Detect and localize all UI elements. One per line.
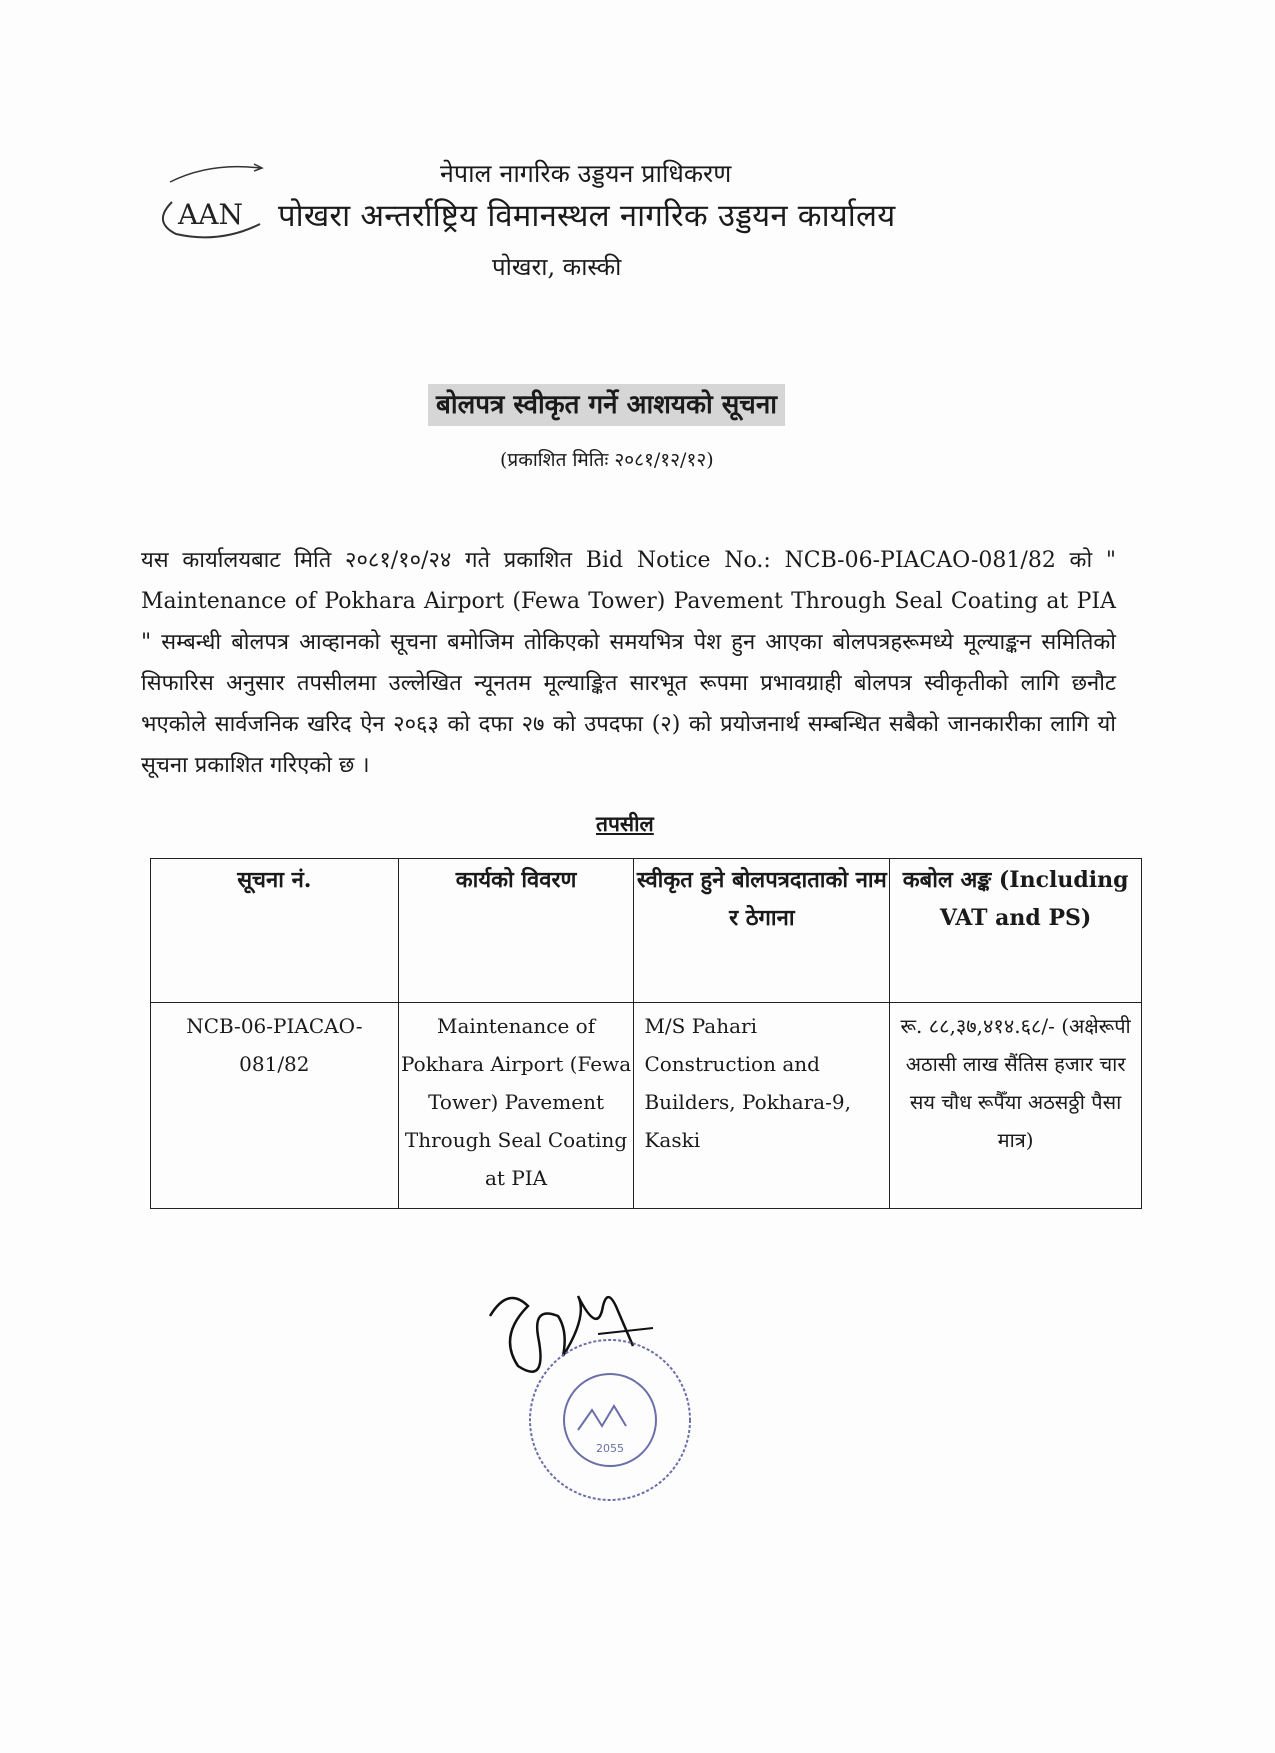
published-date: (प्रकाशित मितिः २०८१/१२/१२) — [500, 449, 714, 471]
col-notice-no: सूचना नं. — [151, 859, 399, 1003]
svg-text:2055: 2055 — [596, 1442, 624, 1455]
svg-text:AAN: AAN — [178, 198, 243, 231]
col-description: कार्यको विवरण — [398, 859, 634, 1003]
notice-body: यस कार्यालयबाट मिति २०८१/१०/२४ गते प्रकाशित Bid Notice No.: NCB-06-PIACAO-081/82 को " Maintenance of Pokhara Airport (Fewa Tower) Pavement Through Seal Coating at PIA " सम्बन्धी बोलपत्र आव्हानको सूचना बमोजिम तोकिएको समयभित्र पेश हुन आएका बोलपत्रहरूमध्ये मूल्याङ्कन समितिको सिफारिस अनुसार तपसीलमा उल्लेखित न्यूनतम मूल्याङ्कित सारभूत रूपमा प्रभावग्राही बोलपत्र स्वीकृतीको लागि छनौट भएकोले सार्वजनिक खरिद ऐन २०६३ को दफा २७ को उपदफा (२) को प्रयोजनार्थ सम्बन्धित सबैको जानकारीका लागि यो सूचना प्रकाशित गरिएको छ । — [141, 548, 1117, 778]
schedule-heading: तपसील — [596, 811, 654, 836]
cell-notice-no: NCB-06-PIACAO-081/82 — [151, 1003, 399, 1209]
notice-title: बोलपत्र स्वीकृत गर्ने आशयको सूचना — [428, 384, 785, 426]
col-bidder: स्वीकृत हुने बोलपत्रदाताको नाम र ठेगाना — [634, 859, 890, 1003]
caan-logo-icon — [150, 162, 280, 252]
official-seal-icon — [520, 1330, 700, 1510]
org-name-national: नेपाल नागरिक उड्डयन प्राधिकरण — [440, 159, 732, 188]
col-amount: कबोल अङ्क (Including VAT and PS) — [890, 859, 1142, 1003]
letterhead — [0, 150, 1275, 280]
cell-bidder: M/S Pahari Construction and Builders, Pokhara-9, Kaski — [634, 1003, 890, 1209]
cell-amount: रू. ८८,३७,४१४.६८/- (अक्षेरूपी अठासी लाख सैंतिस हजार चार सय चौध रूपैँया अठसठ्ठी पैसा मात्र) — [890, 1003, 1142, 1209]
table-row — [151, 1003, 1142, 1209]
org-name-office: पोखरा अन्तर्राष्ट्रिय विमानस्थल नागरिक उड्डयन कार्यालय — [278, 198, 896, 234]
org-location: पोखरा, कास्की — [492, 253, 622, 281]
cell-description: Maintenance of Pokhara Airport (Fewa Tower) Pavement Through Seal Coating at PIA — [398, 1003, 634, 1209]
schedule-table — [150, 858, 1142, 1209]
table-header-row — [151, 859, 1142, 1003]
